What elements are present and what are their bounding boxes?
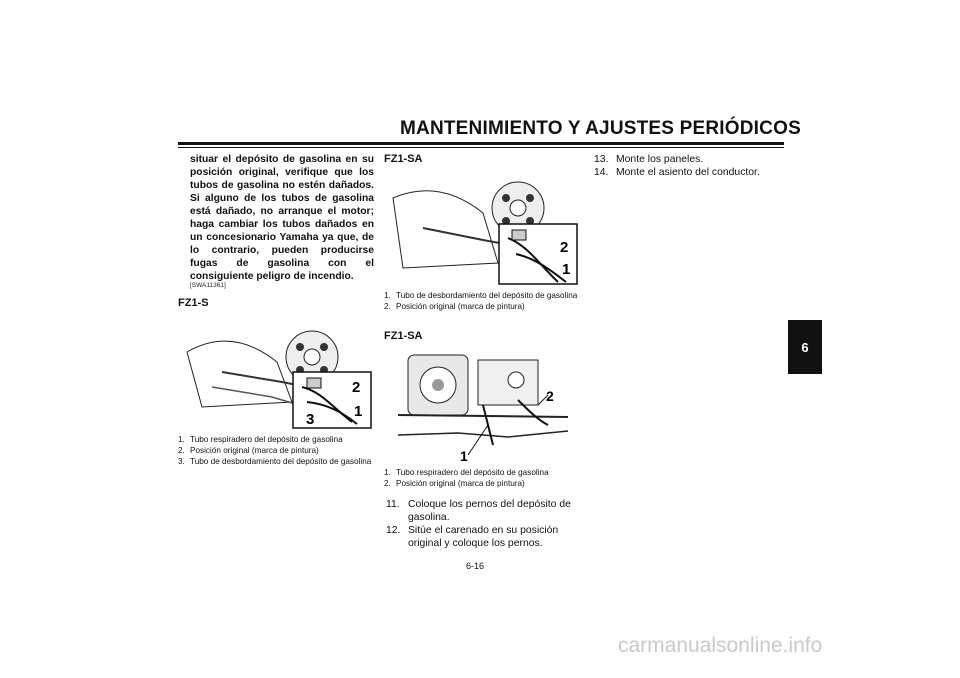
fig2-callout-2: 2 <box>560 239 569 256</box>
fig3-callout-2: 2 <box>546 388 554 404</box>
caption-item: 3. Tubo de desbordamiento del depósito de gasolina <box>178 457 372 466</box>
caption-item: 2. Posición original (marca de pintura) <box>178 446 319 455</box>
fig2-callout-1: 1 <box>562 261 571 278</box>
fig3-captions <box>384 467 580 489</box>
fig2-heading: FZ1-SA <box>384 153 423 165</box>
fig1-captions <box>178 434 374 467</box>
fig2-captions <box>384 290 580 312</box>
caption-item: 2. Posición original (marca de pintura) <box>384 302 525 311</box>
fig3-image <box>388 345 578 463</box>
caption-item: 1. Tubo de desbordamiento del depósito de gasolina <box>384 291 578 300</box>
fig3-heading: FZ1-SA <box>384 330 423 342</box>
warning-text: situar el depósito de gasolina en su posición original, verifique que los tubos de gasolina no estén dañados. Si alguno de los tubos de gasolina está dañado, no arranque el motor; haga cambiar los tubos dañados en un concesionario Yamaha ya que, de lo contrario, pueden producirse fugas de gasolina con el consiguiente peligro de incendio. <box>190 154 374 282</box>
fig3-callout-1: 1 <box>460 448 468 463</box>
step-item: 13. Monte los paneles. <box>594 154 704 165</box>
fig1-callout-3: 3 <box>306 411 315 428</box>
header-rule <box>178 142 784 145</box>
header-rule-thin <box>178 147 784 148</box>
step-item: 12. Sitúe el carenado en su posición original y coloque los pernos. <box>386 525 559 549</box>
chapter-tab[interactable]: 6 <box>788 320 822 374</box>
warning-code: [SWA11361] <box>190 282 226 289</box>
step-item: 14. Monte el asiento del conductor. <box>594 167 760 178</box>
page-number: 6-16 <box>466 561 485 571</box>
fig2-image <box>388 168 578 286</box>
caption-item: 1. Tubo respiradero del depósito de gasolina <box>178 435 343 444</box>
fig1-callout-2: 2 <box>352 379 361 396</box>
caption-item: 2. Posición original (marca de pintura) <box>384 479 525 488</box>
caption-item: 1. Tubo respiradero del depósito de gasolina <box>384 468 549 477</box>
page-title: MANTENIMIENTO Y AJUSTES PERIÓDICOS <box>400 118 801 139</box>
fig1-image <box>182 312 372 430</box>
steps-right <box>594 153 784 179</box>
steps-middle <box>386 498 580 550</box>
fig1-heading: FZ1-S <box>178 297 209 309</box>
step-item: 11. Coloque los pernos del depósito de gasolina. <box>386 499 571 523</box>
watermark[interactable]: carmanualsonline.info <box>618 634 823 657</box>
fig1-callout-1: 1 <box>354 403 363 420</box>
